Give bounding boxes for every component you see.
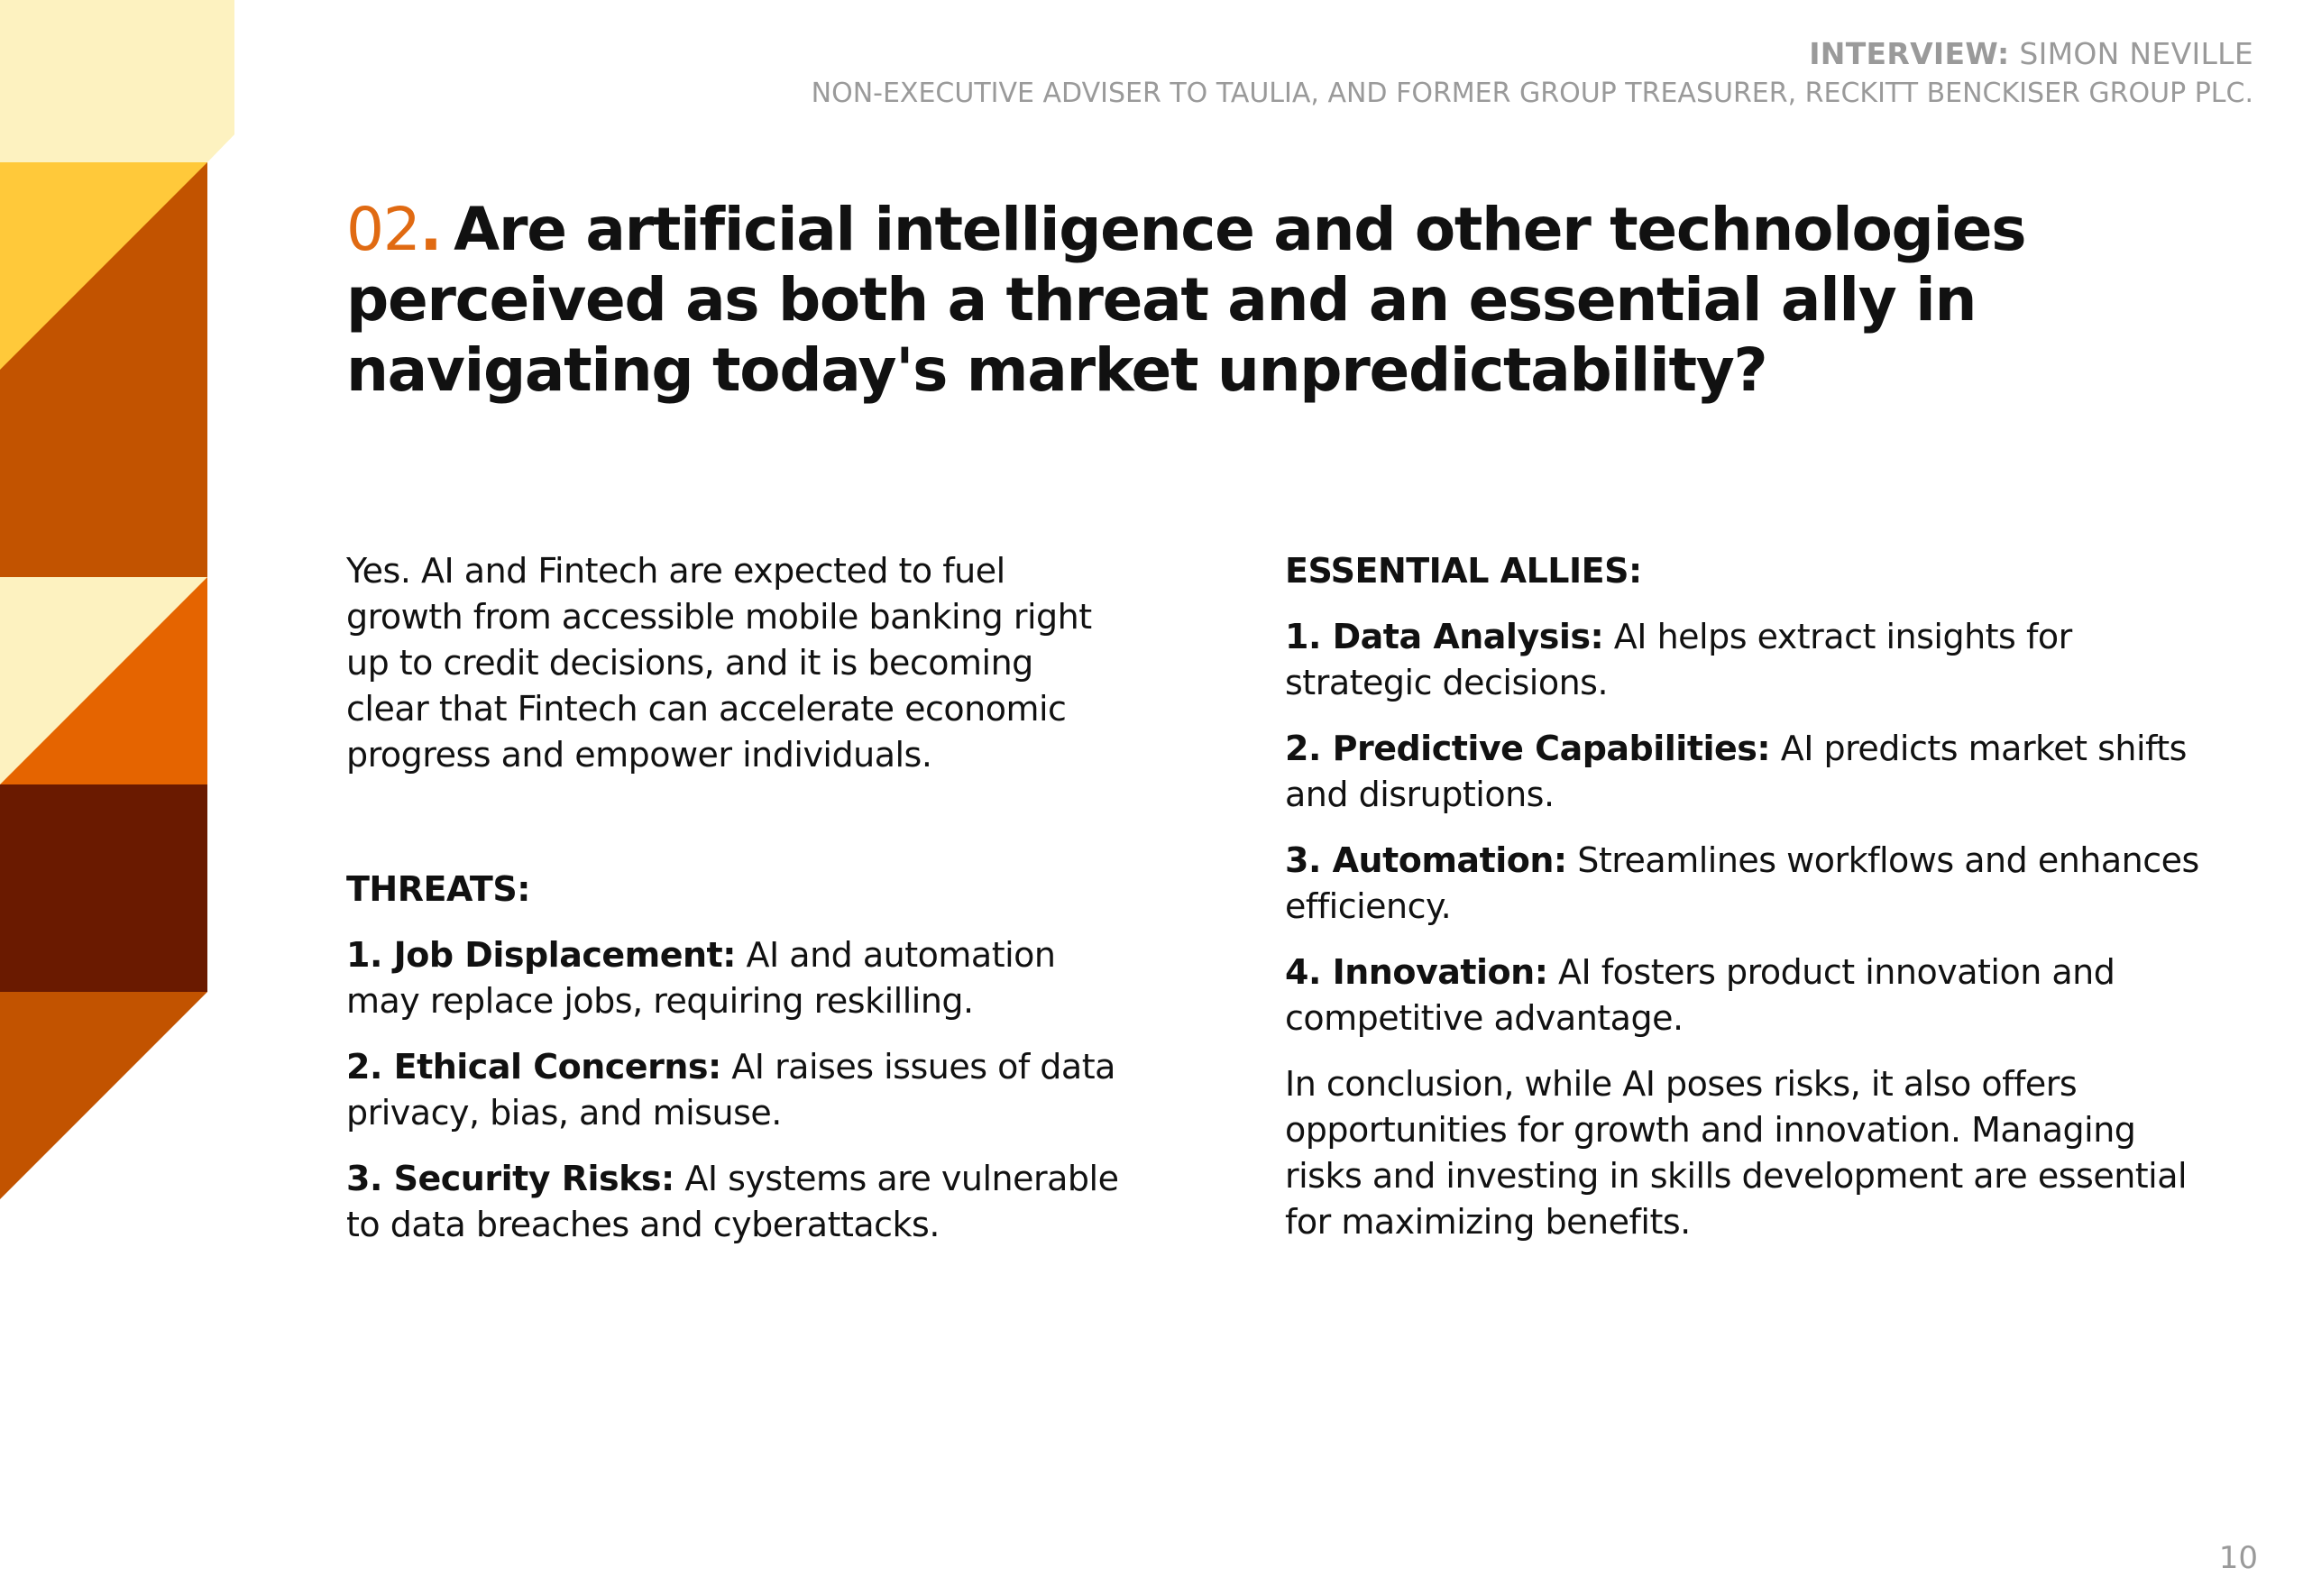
interview-label: INTERVIEW: xyxy=(1809,36,2010,71)
ally-item-label: 1. Data Analysis: xyxy=(1285,617,1604,656)
question-title xyxy=(346,195,2060,406)
ally-item-label: 2. Predictive Capabilities: xyxy=(1285,729,1771,768)
ally-item-text: AI predicts market shifts and disruptions. xyxy=(1285,729,2187,814)
threat-item-text: AI and automation may replace jobs, requiring reskilling. xyxy=(346,935,1056,1021)
question-number: 02 xyxy=(346,195,420,264)
interview-header-line xyxy=(812,34,2253,74)
threat-item-label: 3. Security Risks: xyxy=(346,1159,674,1198)
right-column xyxy=(1285,548,2205,1245)
threat-item-text: AI raises issues of data privacy, bias, and misuse. xyxy=(346,1047,1115,1133)
decor-orange-triangle-bottom xyxy=(0,992,207,1199)
interviewee-role: NON-EXECUTIVE ADVISER TO TAULIA, AND FORMER GROUP TREASURER, RECKITT BENCKISER GROUP PLC. xyxy=(811,78,2253,109)
page-number: 10 xyxy=(2218,1540,2258,1576)
threat-item xyxy=(346,1044,1122,1136)
ally-item-text: Streamlines workflows and enhances efficiency. xyxy=(1285,840,2199,926)
interview-header xyxy=(812,34,2253,114)
interviewee-name: SIMON NEVILLE xyxy=(2019,36,2253,71)
intro-paragraph: Yes. AI and Fintech are expected to fuel growth from accessible mobile banking right up to credit decisions, and it is becoming clear that Fintech can accelerate economic progress and empower individuals. xyxy=(346,551,1092,775)
ally-item xyxy=(1285,614,2205,706)
decor-block-2 xyxy=(0,370,207,577)
ally-item xyxy=(1285,726,2205,818)
left-column xyxy=(346,548,1122,1268)
threat-item xyxy=(346,932,1122,1024)
ally-item xyxy=(1285,949,2205,1041)
decorative-side-pattern xyxy=(0,0,234,1208)
decor-block-4 xyxy=(0,784,207,992)
ally-item xyxy=(1285,838,2205,930)
allies-heading: ESSENTIAL ALLIES: xyxy=(1285,551,1642,591)
question-text: Are artificial intelligence and other technologies perceived as both a threat and an essential ally in navigating today's market unpredictability? xyxy=(346,195,2026,405)
ally-item-label: 4. Innovation: xyxy=(1285,952,1548,992)
threat-item-label: 2. Ethical Concerns: xyxy=(346,1047,721,1087)
conclusion-paragraph: In conclusion, while AI poses risks, it also offers opportunities for growth and innovation. Managing risks and investing in skills development are essential for maximizing benefits. xyxy=(1285,1064,2188,1242)
decor-light-triangle-top xyxy=(0,0,234,162)
threats-heading: THREATS: xyxy=(346,869,530,909)
ally-item-text: AI helps extract insights for strategic decisions. xyxy=(1285,617,2072,702)
ally-item-label: 3. Automation: xyxy=(1285,840,1567,880)
threat-item-text: AI systems are vulnerable to data breaches and cyberattacks. xyxy=(346,1159,1119,1244)
threat-item xyxy=(346,1156,1122,1248)
threat-item-label: 1. Job Displacement: xyxy=(346,935,736,975)
ally-item-text: AI fosters product innovation and competitive advantage. xyxy=(1285,952,2115,1038)
question-number-separator: . xyxy=(419,195,442,264)
